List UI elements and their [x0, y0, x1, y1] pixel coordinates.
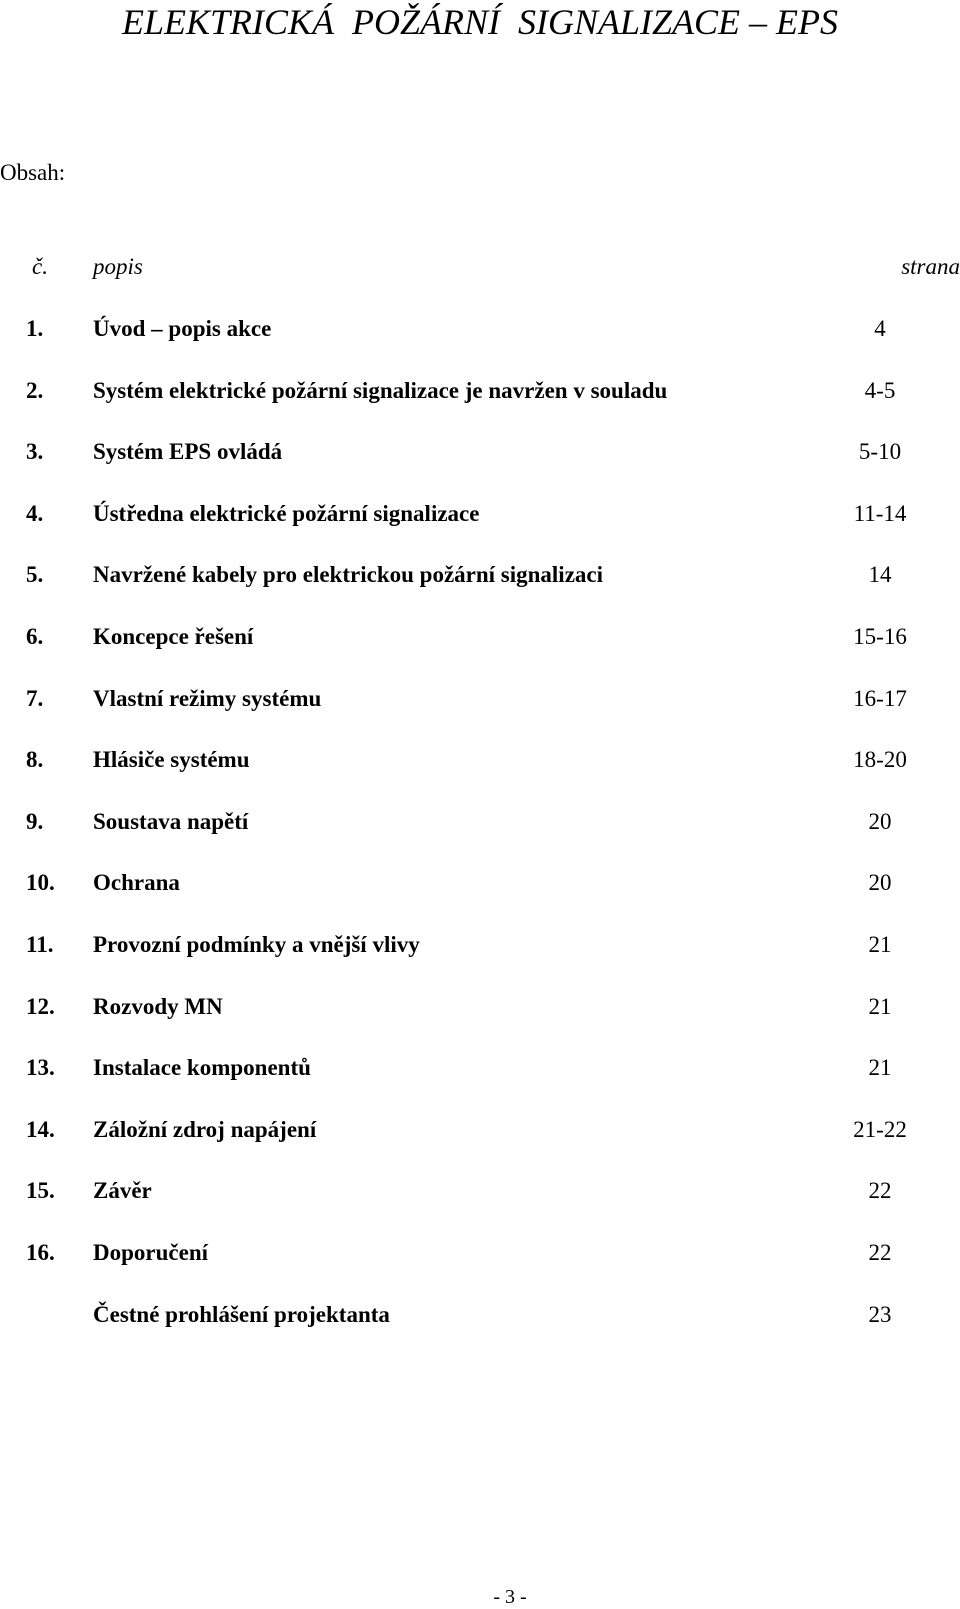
toc-row-page: 21 — [868, 1055, 892, 1081]
toc-row-page: 23 — [868, 1301, 892, 1327]
toc-row — [0, 376, 960, 438]
toc-row-number: 14. — [26, 1116, 55, 1142]
toc-header — [0, 252, 960, 282]
toc-row-title: Rozvody MN — [93, 993, 223, 1019]
toc-row-title: Navržené kabely pro elektrickou požární signalizaci — [93, 562, 604, 588]
toc-row-number: 11. — [26, 931, 54, 957]
toc-row-number: 7. — [26, 685, 44, 711]
toc-row-number: 13. — [26, 1055, 55, 1081]
toc-row-title: Závěr — [93, 1178, 152, 1204]
toc-row-title: Čestné prohlášení projektanta — [93, 1301, 390, 1327]
toc-row — [0, 560, 960, 622]
toc-row-page: 21 — [868, 931, 892, 957]
toc-row-title: Provozní podmínky a vnější vlivy — [93, 931, 420, 957]
toc-row-number: 1. — [26, 316, 44, 341]
toc-row — [0, 684, 960, 746]
toc-row-title: Koncepce řešení — [93, 623, 254, 649]
toc-row-title: Vlastní režimy systému — [93, 685, 322, 711]
toc-row-number: 15. — [26, 1178, 55, 1204]
toc-row — [0, 314, 960, 376]
toc-row-number: 9. — [26, 808, 44, 834]
toc-row-page: 5-10 — [858, 439, 902, 465]
toc-row-page: 4 — [874, 316, 886, 341]
toc-row-page: 18-20 — [853, 747, 907, 773]
toc-row-title: Ochrana — [93, 870, 180, 896]
toc-row-number: 12. — [26, 993, 55, 1019]
toc-row-page: 16-17 — [853, 685, 907, 711]
toc-row-title: Systém EPS ovládá — [93, 439, 283, 465]
toc-row-page: 21 — [868, 993, 892, 1019]
toc-row — [0, 1176, 960, 1238]
toc-row — [0, 499, 960, 561]
toc-row-number: 10. — [26, 870, 55, 896]
toc-row-title: Úvod – popis akce — [93, 316, 272, 341]
toc-row-page: 11-14 — [853, 500, 907, 526]
toc-row — [0, 992, 960, 1054]
toc-row — [0, 868, 960, 930]
toc-row-title: Hlásiče systému — [93, 747, 250, 773]
toc-row — [0, 745, 960, 807]
toc-row-title: Záložní zdroj napájení — [93, 1116, 317, 1142]
toc-row — [0, 1300, 960, 1362]
document-title: ELEKTRICKÁ POŽÁRNÍ SIGNALIZACE – EPS — [121, 2, 838, 42]
contents-label: Obsah: — [0, 160, 66, 185]
toc-row — [0, 1115, 960, 1177]
toc-row — [0, 1053, 960, 1115]
toc-row — [0, 622, 960, 684]
toc-row-page: 4-5 — [864, 377, 896, 403]
toc-row-title: Soustava napětí — [93, 808, 249, 834]
toc-row-page: 22 — [868, 1239, 892, 1265]
toc-row-page: 14 — [868, 562, 892, 588]
table-of-contents — [0, 314, 960, 1361]
toc-row-number: 16. — [26, 1239, 55, 1265]
toc-row-number: 8. — [26, 747, 44, 773]
toc-row-page: 20 — [868, 870, 892, 896]
toc-row — [0, 807, 960, 869]
page-number: - 3 - — [493, 1586, 527, 1608]
toc-row-page: 15-16 — [853, 623, 907, 649]
toc-row-number: 4. — [26, 500, 44, 526]
toc-row-title: Instalace komponentů — [93, 1055, 311, 1081]
toc-row-page: 20 — [868, 808, 892, 834]
toc-row-number: 6. — [26, 623, 44, 649]
toc-row — [0, 437, 960, 499]
toc-row-page: 21-22 — [853, 1116, 907, 1142]
toc-header-page: strana — [901, 254, 960, 279]
toc-row — [0, 930, 960, 992]
toc-row-title: Ústředna elektrické požární signalizace — [93, 500, 480, 526]
toc-row-number: 5. — [26, 562, 44, 588]
toc-row-page: 22 — [868, 1178, 892, 1204]
toc-row-title: Doporučení — [93, 1239, 208, 1265]
toc-header-number: č. — [32, 254, 48, 279]
toc-header-description: popis — [93, 254, 143, 279]
toc-row — [0, 1238, 960, 1300]
toc-row-title: Systém elektrické požární signalizace je navržen v souladu — [93, 377, 668, 403]
toc-row-number: 2. — [26, 377, 44, 403]
toc-row-number: 3. — [26, 439, 44, 465]
